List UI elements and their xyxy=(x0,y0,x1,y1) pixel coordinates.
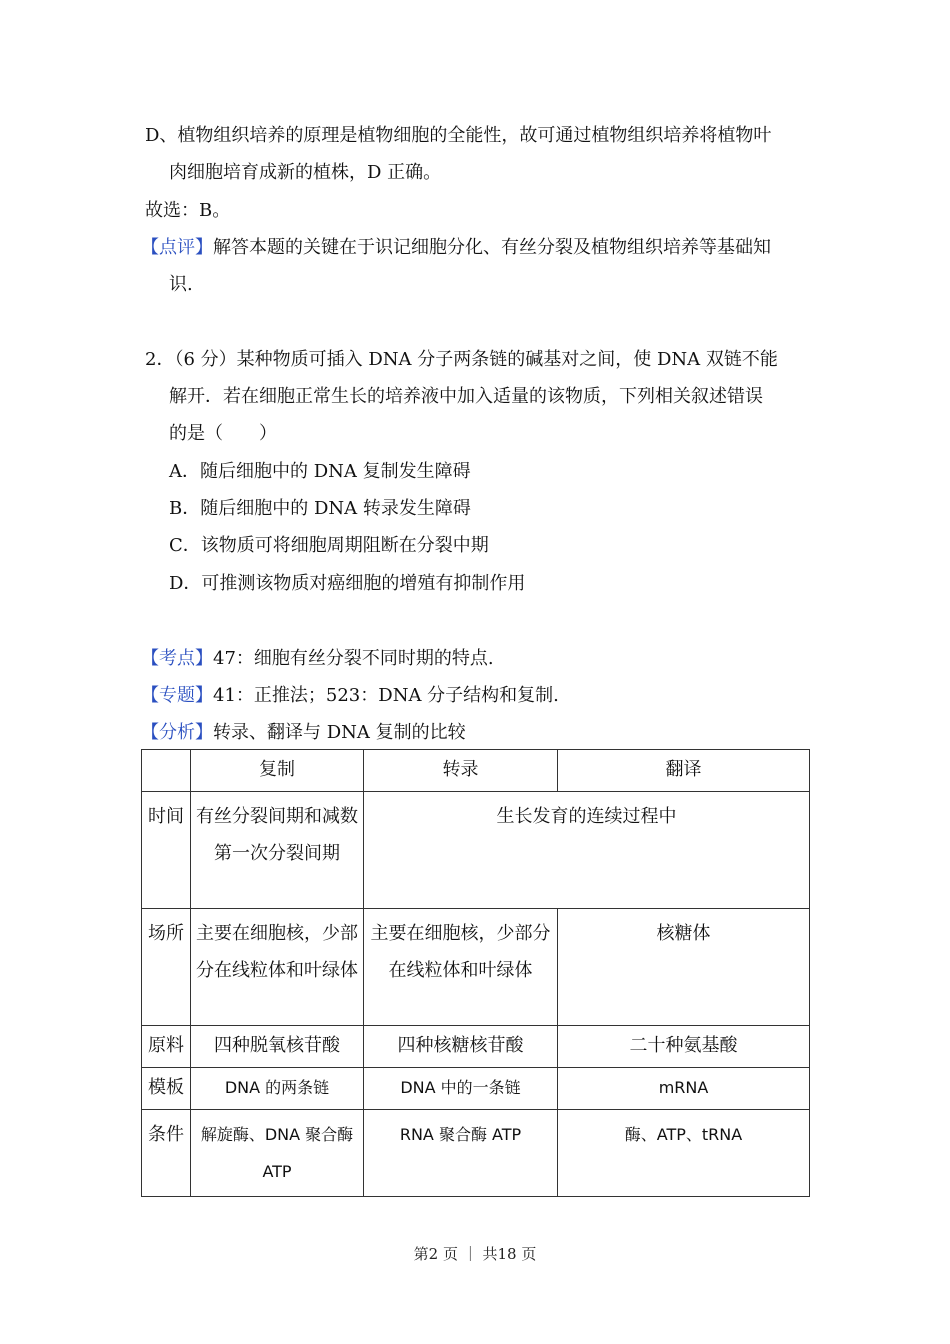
cell-place-translation: 核糖体 xyxy=(558,909,810,1026)
comment-line2: 识. xyxy=(169,274,193,295)
fenxi-tag: 【分析】 xyxy=(141,722,213,743)
table-row xyxy=(142,1110,810,1197)
row-label-time: 时间 xyxy=(142,792,191,909)
comment-text: 解答本题的关键在于识记细胞分化、有丝分裂及植物组织培养等基础知 xyxy=(213,237,771,258)
cell-material-transcription: 四种核糖核苷酸 xyxy=(364,1026,558,1068)
row-label-material: 原料 xyxy=(142,1026,191,1068)
kaodian-text: 47：细胞有丝分裂不同时期的特点. xyxy=(213,648,494,669)
cell-time-merged: 生长发育的连续过程中 xyxy=(364,792,810,909)
zhuanti-tag: 【专题】 xyxy=(141,685,213,706)
header-translation: 翻译 xyxy=(558,750,810,792)
header-transcription: 转录 xyxy=(364,750,558,792)
comment-line1 xyxy=(141,236,771,260)
kaodian-line xyxy=(141,647,494,671)
cell-place-transcription: 主要在细胞核，少部分在线粒体和叶绿体 xyxy=(364,909,558,1026)
q2-option-d: D．可推测该物质对癌细胞的增殖有抑制作用 xyxy=(169,573,526,594)
cell-time-copy: 有丝分裂间期和减数第一次分裂间期 xyxy=(191,792,364,909)
q2-stem-line1: 2．（6 分）某种物质可插入 DNA 分子两条链的碱基对之间，使 DNA 双链不能 xyxy=(145,349,778,370)
cell-place-copy: 主要在细胞核，少部分在线粒体和叶绿体 xyxy=(191,909,364,1026)
option-d-line2: 肉细胞培育成新的植株，D 正确。 xyxy=(169,162,442,183)
cell-condition-translation: 酶、ATP、tRNA xyxy=(558,1110,810,1197)
option-d-line1: D、植物组织培养的原理是植物细胞的全能性，故可通过植物组织培养将植物叶 xyxy=(145,125,772,146)
row-label-template: 模板 xyxy=(142,1068,191,1110)
zhuanti-text: 41：正推法；523：DNA 分子结构和复制. xyxy=(213,685,559,706)
table-row xyxy=(142,909,810,1026)
cell-condition-transcription: RNA 聚合酶 ATP xyxy=(364,1110,558,1197)
kaodian-tag: 【考点】 xyxy=(141,648,213,669)
cell-template-translation: mRNA xyxy=(558,1068,810,1110)
q2-option-a: A．随后细胞中的 DNA 复制发生障碍 xyxy=(169,461,471,482)
q2-option-c: C．该物质可将细胞周期阻断在分裂中期 xyxy=(169,535,489,556)
table-row xyxy=(142,1026,810,1068)
cell-material-copy: 四种脱氧核苷酸 xyxy=(191,1026,364,1068)
table-header-row xyxy=(142,750,810,792)
table-row xyxy=(142,1068,810,1110)
cell-condition-copy: 解旋酶、DNA 聚合酶 ATP xyxy=(191,1110,364,1197)
header-empty xyxy=(142,750,191,792)
q2-stem-line3: 的是（ ） xyxy=(169,423,277,444)
comment-tag: 【点评】 xyxy=(141,237,213,258)
cell-template-transcription: DNA 中的一条链 xyxy=(364,1068,558,1110)
fenxi-line xyxy=(141,721,466,745)
answer-line: 故选：B。 xyxy=(145,200,231,221)
header-copy: 复制 xyxy=(191,750,364,792)
q2-option-b: B．随后细胞中的 DNA 转录发生障碍 xyxy=(169,498,471,519)
page-footer: 第2 页 ｜ 共18 页 xyxy=(413,1245,537,1263)
comparison-table xyxy=(141,749,810,1197)
table-row xyxy=(142,792,810,909)
q2-stem-line2: 解开．若在细胞正常生长的培养液中加入适量的该物质，下列相关叙述错误 xyxy=(169,386,763,407)
fenxi-text: 转录、翻译与 DNA 复制的比较 xyxy=(213,722,466,743)
cell-material-translation: 二十种氨基酸 xyxy=(558,1026,810,1068)
row-label-condition: 条件 xyxy=(142,1110,191,1197)
zhuanti-line xyxy=(141,684,559,708)
row-label-place: 场所 xyxy=(142,909,191,1026)
cell-template-copy: DNA 的两条链 xyxy=(191,1068,364,1110)
